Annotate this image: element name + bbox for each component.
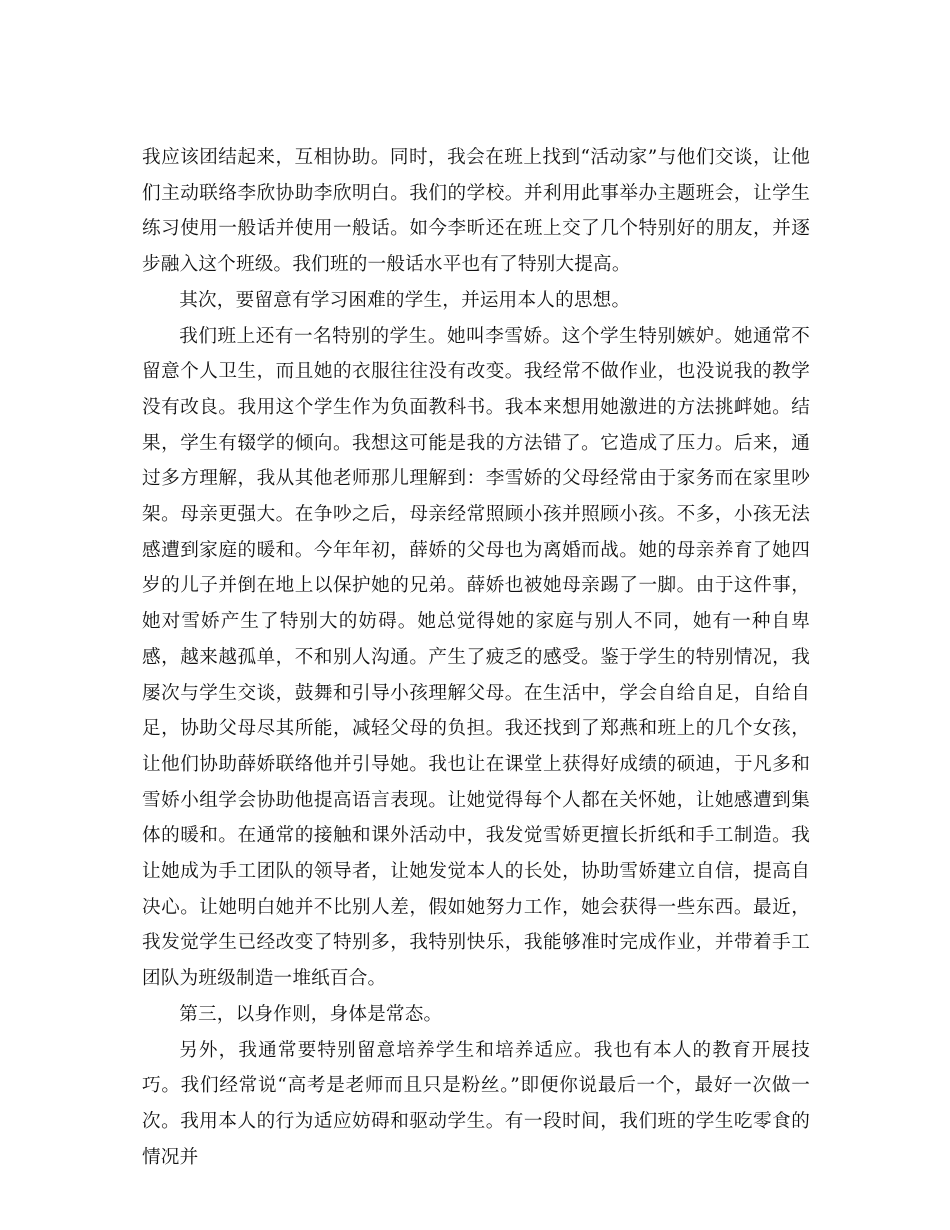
paragraph-1: 我应该团结起来，互相协助。同时，我会在班上找到“活动家”与他们交谈，让他们主动联络李欣协助李欣明白。我们的学校。并利用此事举办主题班会，让学生练习使用一般话并使用一般话。如今李昕还在班上交了几个特别好的朋友，并逐步融入这个班级。我们班的一般话水平也有了特别大提高。 bbox=[142, 147, 810, 276]
paragraph-5: 另外，我通常要特别留意培养学生和培养适应。我也有本人的教育开展技巧。我们经常说“高考是老师而且只是粉丝。”即便你说最后一个，最好一次做一次。我用本人的行为适应妨碍和驱动学生。有一段时间，我们班的学生吃零食的情况并 bbox=[142, 1039, 810, 1168]
paragraph-3: 我们班上还有一名特别的学生。她叫李雪娇。这个学生特别嫉妒。她通常不留意个人卫生，而且她的衣服往往没有改变。我经常不做作业，也没说我的教学没有改良。我用这个学生作为负面教科书。我本来想用她激进的方法挑衅她。结果，学生有辍学的倾向。我想这可能是我的方法错了。它造成了压力。后来，通过多方理解，我从其他老师那儿理解到：李雪娇的父母经常由于家务而在家里吵架。母亲更强大。在争吵之后，母亲经常照顾小孩并照顾小孩。不多，小孩无法感遭到家庭的暖和。今年年初，薛娇的父母也为离婚而战。她的母亲养育了她四岁的儿子并倒在地上以保护她的兄弟。薛娇也被她母亲踢了一脚。由于这件事，她对雪娇产生了特别大的妨碍。她总觉得她的家庭与别人不同，她有一种自卑感，越来越孤单，不和别人沟通。产生了疲乏的感受。鉴于学生的特别情况，我屡次与学生交谈，鼓舞和引导小孩理解父母。在生活中，学会自给自足，自给自足，协助父母尽其所能，减轻父母的负担。我还找到了郑燕和班上的几个女孩，让他们协助薛娇联络他并引导她。我也让在课堂上获得好成绩的硕迪，于凡多和雪娇小组学会协助他提高语言表现。让她觉得每个人都在关怀她，让她感遭到集体的暖和。在通常的接触和课外活动中，我发觉雪娇更擅长折纸和手工制造。我让她成为手工团队的领导者，让她发觉本人的长处，协助雪娇建立自信，提高自决心。让她明白她并不比别人差，假如她努力工作，她会获得一些东西。最近，我发觉学生已经改变了特别多，我特别快乐，我能够准时完成作业，并带着手工团队为班级制造一堆纸百合。 bbox=[142, 325, 810, 990]
paragraph-2-heading: 其次，要留意有学习困难的学生，并运用本人的思想。 bbox=[179, 289, 631, 311]
paragraph-4-heading: 第三，以身作则，身体是常态。 bbox=[179, 1003, 443, 1025]
document-body bbox=[142, 140, 810, 1175]
